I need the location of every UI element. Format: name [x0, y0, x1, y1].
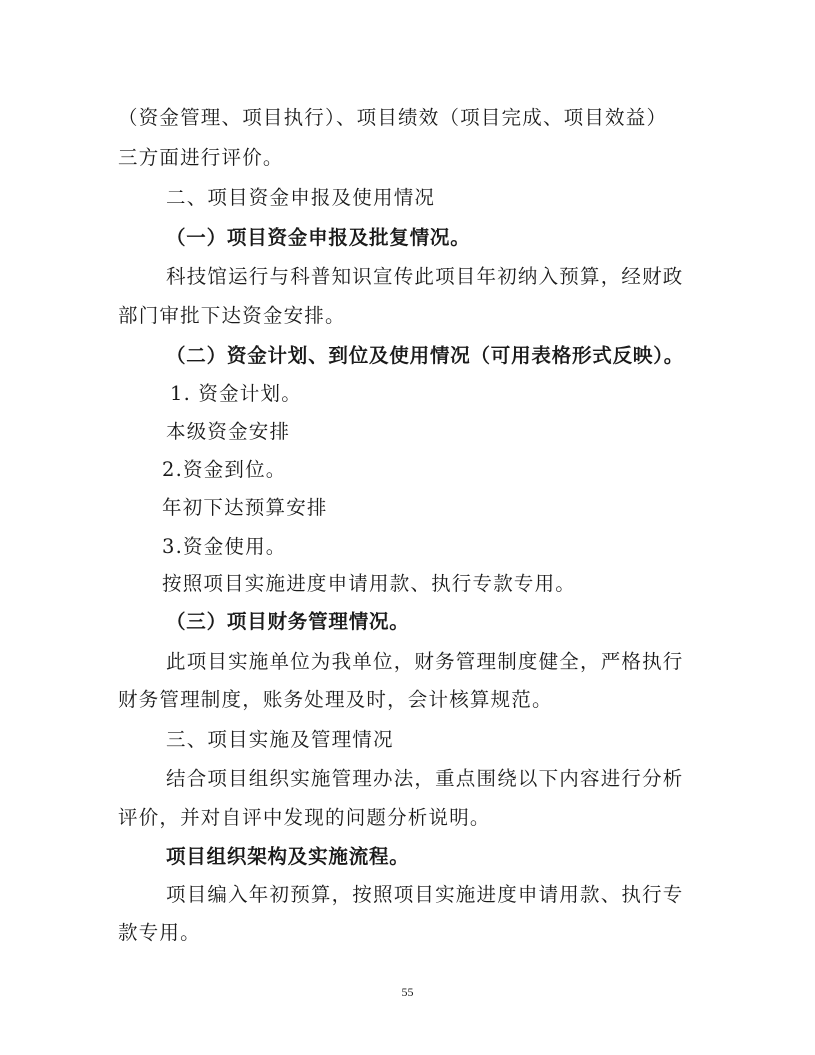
text-line: 此项目实施单位为我单位，财务管理制度健全，严格执行	[166, 650, 684, 673]
list-item: 2.资金到位。	[162, 458, 287, 481]
subsection-heading: （二）资金计划、到位及使用情况（可用表格形式反映）。	[166, 344, 685, 367]
section-heading: 二、项目资金申报及使用情况	[166, 186, 436, 209]
text-line: 本级资金安排	[166, 420, 291, 443]
text-line: 科技馆运行与科普知识宣传此项目年初纳入预算，经财政	[166, 265, 684, 288]
subsection-heading: 项目组织架构及实施流程。	[166, 845, 410, 868]
text-line: 财务管理制度，账务处理及时，会计核算规范。	[118, 688, 553, 711]
list-item: 3.资金使用。	[162, 535, 287, 558]
text-line: 评价，并对自评中发现的问题分析说明。	[118, 806, 491, 829]
subsection-heading: （三）项目财务管理情况。	[166, 610, 410, 633]
page-number: 55	[401, 985, 414, 999]
text-line: 三方面进行评价。	[118, 146, 284, 169]
text-line: 款专用。	[118, 921, 201, 944]
text-line: 项目编入年初预算，按照项目实施进度申请用款、执行专	[166, 883, 684, 906]
text-line: 部门审批下达资金安排。	[118, 304, 346, 327]
list-item: 1. 资金计划。	[170, 382, 302, 405]
text-line: 结合项目组织实施管理办法，重点围绕以下内容进行分析	[166, 767, 684, 790]
subsection-heading: （一）项目资金申报及批复情况。	[166, 226, 471, 249]
text-line: 按照项目实施进度申请用款、执行专款专用。	[162, 572, 577, 595]
text-line: （资金管理、项目执行）、项目绩效（项目完成、项目效益）	[118, 106, 668, 129]
text-line: 年初下达预算安排	[162, 496, 328, 519]
section-heading: 三、项目实施及管理情况	[166, 728, 394, 751]
